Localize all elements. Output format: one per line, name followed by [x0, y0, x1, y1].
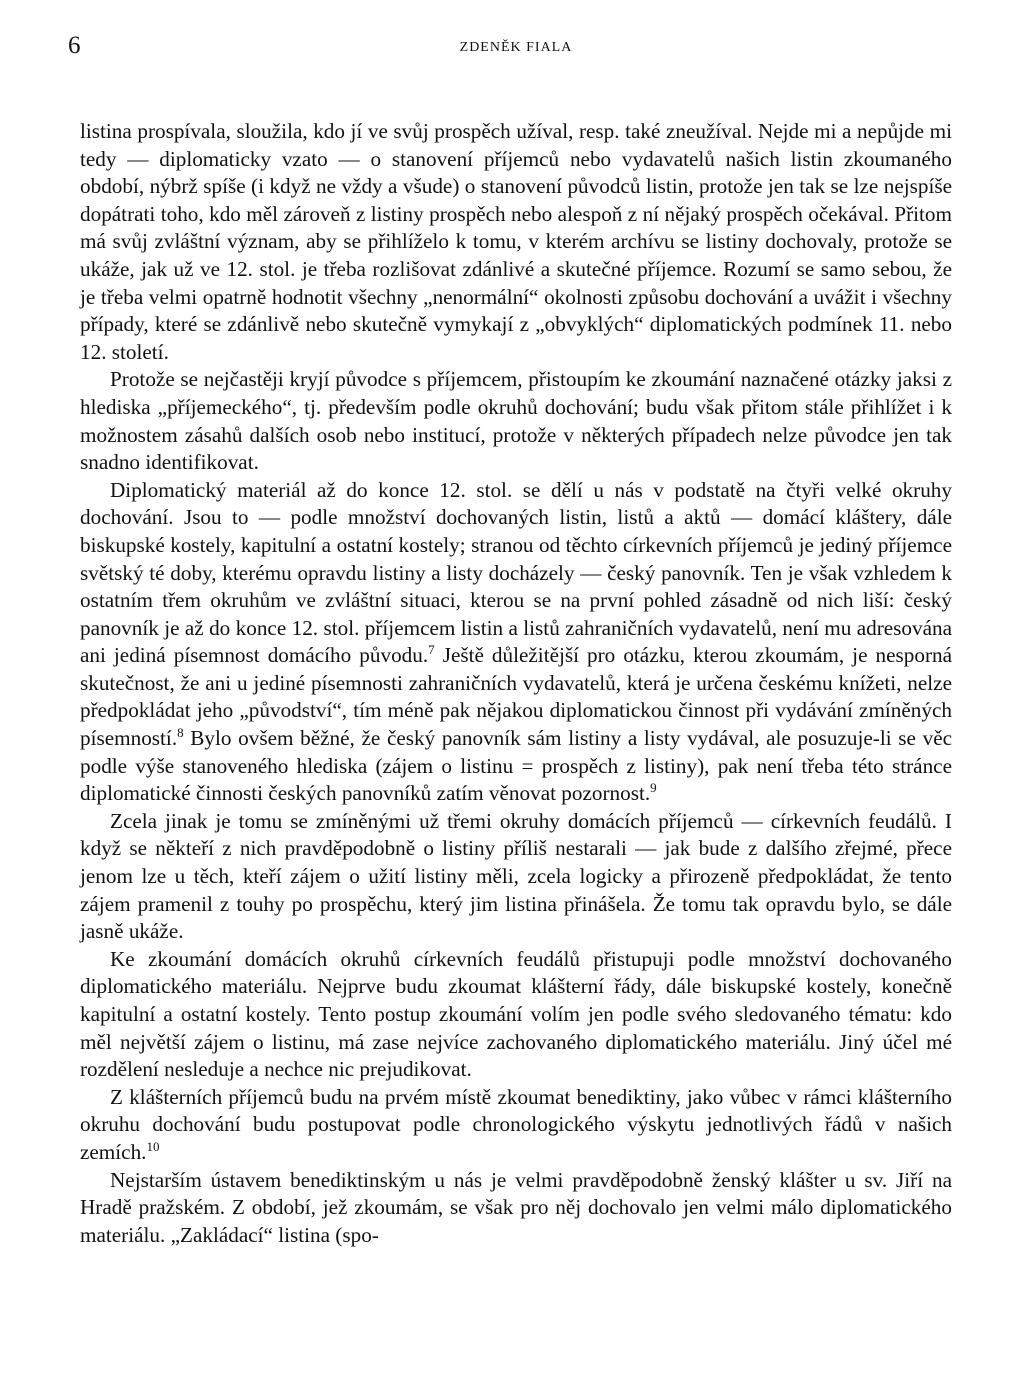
paragraph: [80, 1167, 952, 1250]
paragraph-text: listina prospívala, sloužila, kdo jí ve svůj prospěch užíval, resp. také zneužíval. Nejde mi a nepůjde mi tedy — diplomaticky vzato — o stanovení příjemců nebo vydavatelů našich listin zkoumaného období, nýbrž spíše (i když ne vždy a všude) o stanovení původců listin, protože jen tak se lze nejspíše dopátrati toho, kdo měl zároveň z listiny prospěch nebo alespoň z ní nějaký prospěch očekával. Přitom má svůj zvláštní význam, aby se přihlíželo k tomu, v kterém archívu se listiny dochovaly, protože se ukáže, jak už ve 12. stol. je třeba rozlišovat zdánlivé a skutečné příjemce. Rozumí se samo sebou, že je třeba velmi opatrně hodnotit všechny „nenormální“ okolnosti způsobu dochování a uvážit i všechny případy, které se zdánlivě nebo skutečně vymykají z „obvyklých“ diplomatických podmínek 11. nebo 12. století.: [80, 119, 952, 364]
page-header: [68, 28, 952, 74]
paragraph-text: Bylo ovšem běžné, že český panovník sám listiny a listy vydával, ale posuzuje-li se věc podle výše stanoveného hlediska (zájem o listinu = prospěch z listiny), pak není třeba této stránce diplomatické činnosti českých panovníků zatím věnovat pozornost.: [80, 726, 952, 806]
running-head: ZDENĚK FIALA: [459, 40, 573, 55]
footnote-marker: 7: [428, 642, 435, 658]
footnote-marker: 8: [177, 725, 184, 740]
paragraph-text: Protože se nejčastěji kryjí původce s příjemcem, přistoupím ke zkoumání naznačené otázky jaksi z hlediska „příjemeckého“, tj. především podle okruhů dochování; budu však přitom stále přihlížet i k možnostem zásahů dalších osob nebo institucí, protože v některých případech nelze původce jen tak snadno identifikovat.: [80, 367, 952, 475]
paragraph-text: Nejstarším ústavem benediktinským u nás je velmi pravděpodobně ženský klášter u sv. Jiří na Hradě pražském. Z období, jež zkoumám, se však pro něj dochovalo jen velmi málo diplomatického materiálu. „Zakládací“ listina (spo-: [80, 1167, 952, 1247]
paragraph-text: Zcela jinak je tomu se zmíněnými už třemi okruhy domácích příjemců — církevních feudálů. I když se někteří z nich pravděpodobně o listiny příliš nestarali — jak bude z dalšího zřejmé, přece jenom lze u těch, kteří zájem o užití listiny měli, zcela logicky a přirozeně předpokládat, že tento zájem pramenil z touhy po prospěchu, který jim listina přinášela. Že tomu tak opravdu bylo, se dále jasně ukáže.: [80, 808, 952, 944]
paragraph-text: Z klášterních příjemců budu na prvém místě zkoumat benediktiny, jako vůbec v rámci klášterního okruhu dochování budu postupovat podle chronologického výskytu jednotlivých řádů v našich zemích.: [80, 1084, 952, 1164]
paragraph-text: Diplomatický materiál až do konce 12. stol. se dělí u nás v podstatě na čtyři velké okruhy dochování. Jsou to — podle množství dochovaných listin, listů a aktů — domácí kláštery, dále biskupské kostely, kapitulní a ostatní kostely; stranou od těchto církevních příjemců je jediný příjemce světský té doby, kterému opravdu listiny a listy docházely — český panovník. Ten je však vzhledem k ostatním třem okruhům ve zvláštní situaci, kterou se na první pohled zásadně od nich liší: český panovník je až do konce 12. stol. příjemcem listin a listů zahraničních vydavatelů, není mu adresována ani jediná písemnost domácího původu.: [80, 477, 952, 668]
page-number: 6: [68, 32, 81, 59]
paragraph-text: Ke zkoumání domácích okruhů církevních feudálů přistupuji podle množství dochovaného diplomatického materiálu. Nejprve budu zkoumat klášterní řády, dále biskupské kostely, konečně kapitulní a ostatní kostely. Tento postup zkoumání volím jen podle svého sledovaného tématu: kdo měl největší zájem o listinu, má zase nejvíce zachovaného diplomatického materiálu. Jiný účel mé rozdělení nesleduje a nechce nic prejudikovat.: [80, 946, 952, 1082]
body-text: [80, 118, 952, 1249]
paragraph: [80, 477, 952, 808]
paragraph: [80, 1084, 952, 1167]
paragraph: [80, 946, 952, 1084]
paragraph: [80, 366, 952, 476]
paragraph: [80, 118, 952, 366]
document-page: [68, 28, 952, 1383]
paragraph-text: Ještě důležitější pro otázku, kterou zkoumám, je nesporná skutečnost, že ani u jediné písemnosti zahraničních vydavatelů, která je určena českému knížeti, nelze předpokládat jeho „původství“, tím méně pak nějakou diplomatickou činnost při vydávání zmíněných písemností.: [80, 643, 952, 751]
footnote-marker: 10: [146, 1138, 160, 1154]
paragraph: [80, 808, 952, 946]
footnote-marker: 9: [650, 780, 657, 796]
